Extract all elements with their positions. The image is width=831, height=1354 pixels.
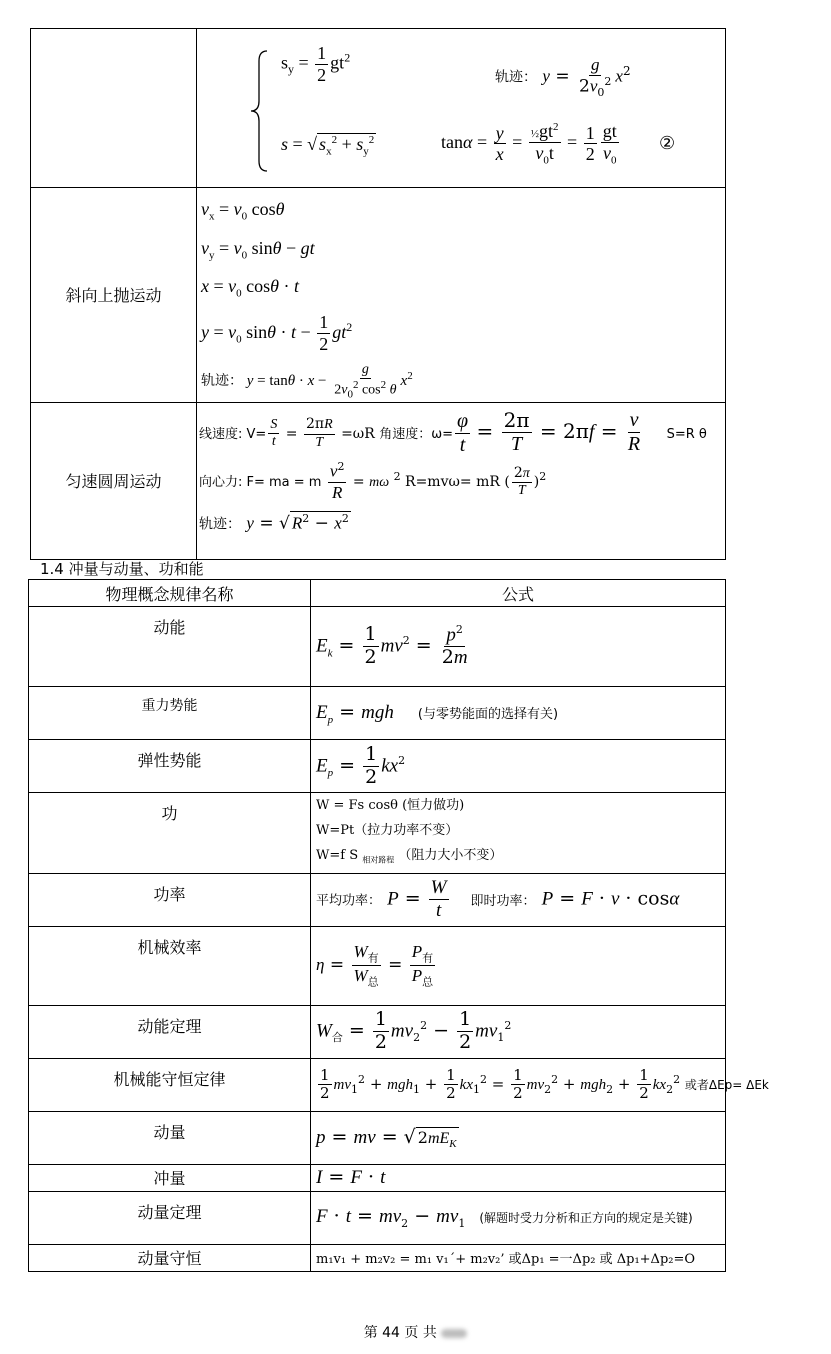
formula-cell: m₁v₁ + m₂v₂ = m₁ v₁´+ m₂v₂’ 或Δp₁ =一Δp₂ 或 Δp₁+Δp₂=O — [311, 1244, 726, 1271]
trajectory-label: 轨迹： — [199, 516, 241, 533]
instant-power-label: 即时功率： — [470, 893, 536, 909]
linear-speed-label: 线速度: V= — [199, 426, 267, 442]
formula-cell: $W_合$ = $\frac{1}{2}$ $mv_2^2$ − $\frac{1}{2}$ $mv_1^2$ — [311, 1005, 726, 1058]
table-row — [29, 1058, 726, 1111]
work-formula-1: W = Fs cosθ (恒力做功) — [316, 798, 465, 813]
blurred-total — [441, 1329, 467, 1338]
formula-cell: 线速度: V= $\frac{S}{t}$ = $\frac{2\pi R}{T}$ =ωR 角速度：ω= $\frac{\varphi}{t}$ = $\frac{2\pi}{T}$ = 2πf = $\frac{v}{R}$ S=R θ 向心力: F= ma = m $\frac{v^2}{R}$ = mω $^2$ R=mvω= mR ( $\frac{2\pi}{T}$ )$^2$ 轨迹： y = √ $R^2 - x^2$ — [197, 402, 726, 559]
header-formula: 公式 — [311, 580, 726, 607]
table-row — [29, 687, 726, 740]
concept-name: 功 — [29, 793, 311, 874]
table-row — [29, 1191, 726, 1244]
concept-name: 动能定理 — [29, 1005, 311, 1058]
formula-cell: $s_y$ = $\frac{1}{2}$ $gt^2$ 轨迹： y = $\frac{g}{2v_0^2}$ $x^2$ s = √ $s_x^2 + s_y^2$ tanα = $\frac{y}{x}$ = $\frac{\frac{1}{2}gt^2}{v_0t}$ = $\frac{1}{2}$ $\frac{gt}{v_0}$ ② — [197, 29, 726, 188]
formula-cell: $F \cdot t = mv_2 - mv_1$ (解题时受力分析和正方向的规定是关键) — [311, 1191, 726, 1244]
formula-cell: $\frac{1}{2}$ $mv_1^2 + mgh_1$ + $\frac{1}{2}$ $kx_1^2$ = $\frac{1}{2}$ $mv_2^2 + mgh_2$ + $\frac{1}{2}$ $kx_2^2$ 或者ΔEp= ΔEk — [311, 1058, 726, 1111]
header-name: 物理概念规律名称 — [29, 580, 311, 607]
table-row — [29, 1111, 726, 1164]
concept-name: 动量 — [29, 1111, 311, 1164]
formula-cell: η = $\frac{W_有}{W_总}$ = $\frac{P_有}{P_总}$ — [311, 926, 726, 1005]
energy-momentum-table — [28, 579, 769, 1272]
work-formula-3: （阻力大小不变） — [398, 848, 503, 863]
row-label: 匀速圆周运动 — [31, 402, 197, 559]
concept-name: 重力势能 — [29, 687, 311, 740]
concept-name: 动能 — [29, 607, 311, 687]
work-formula-2: W=Pt（拉力功率不变） — [316, 823, 459, 838]
page-footer — [0, 1322, 831, 1342]
formula-cell: $E_p$ = mgh (与零势能面的选择有关) — [311, 687, 726, 740]
formula-cell: W = Fs cosθ (恒力做功) W=Pt（拉力功率不变） W=f S $_{相对路程}$ （阻力大小不变） — [311, 793, 726, 874]
average-power-label: 平均功率： — [316, 893, 382, 909]
work-subscript: 相对路程 — [362, 855, 395, 865]
angular-speed-label: 角速度：ω= — [379, 426, 453, 442]
concept-name: 动量守恒 — [29, 1244, 311, 1271]
empty-cell — [31, 29, 197, 188]
trajectory-label: 轨迹： — [495, 69, 537, 86]
concept-name: 机械能守恒定律 — [29, 1058, 311, 1111]
table-row — [29, 1005, 726, 1058]
formula-cell: $v_x = v_0$ cosθ $v_y = v_0$ sinθ − gt $x = v_0$ cosθ · t $y = v_0$ sinθ · t − $\frac{1}{2}$ $gt^2$ 轨迹： y = tanθ · x − $\frac{g}{2v_0^2 \cos^2 \theta}$ $x^2$ — [197, 188, 726, 403]
note: (与零势能面的选择有关) — [417, 706, 559, 722]
table-row — [31, 29, 726, 188]
table-row — [29, 926, 726, 1005]
concept-name: 机械效率 — [29, 926, 311, 1005]
table-row — [29, 740, 726, 793]
table-header — [29, 580, 726, 607]
circled-number: ② — [659, 133, 676, 154]
concept-name: 功率 — [29, 873, 311, 926]
table-row — [29, 793, 726, 874]
table-row — [29, 1164, 726, 1191]
formula-cell: p = mv = √ $2mE_K$ — [311, 1111, 726, 1164]
formula-cell: 平均功率： P = $\frac{W}{t}$ 即时功率： P = F · v · cosα — [311, 873, 726, 926]
formula-cell: $E_p$ = $\frac{1}{2}$ $kx^2$ — [311, 740, 726, 793]
centripetal-label: 向心力: F= ma = m — [199, 474, 322, 490]
concept-name: 动量定理 — [29, 1191, 311, 1244]
arc-length-formula: S=R θ — [666, 426, 707, 442]
table-row — [31, 188, 726, 403]
note: (解题时受力分析和正方向的规定是关键) — [479, 1211, 693, 1226]
table-row — [29, 1244, 726, 1271]
energy-note: 或者ΔEp= ΔEk — [684, 1077, 769, 1092]
concept-name: 冲量 — [29, 1164, 311, 1191]
row-label: 斜向上抛运动 — [31, 188, 197, 403]
left-brace-icon — [249, 49, 269, 173]
formula-cell: I = F · t — [311, 1164, 726, 1191]
section-title: 1.4 冲量与动量、功和能 — [40, 560, 204, 578]
trajectory-label: 轨迹： — [201, 373, 243, 390]
concept-name: 弹性势能 — [29, 740, 311, 793]
table-row — [29, 873, 726, 926]
formula-cell: $E_k$ = $\frac{1}{2}$ $mv^2$ = $\frac{p^2}{2m}$ — [311, 607, 726, 687]
table-row — [31, 402, 726, 559]
table-row — [29, 607, 726, 687]
page-number: 第 44 页 共 — [363, 1325, 437, 1341]
motion-table — [30, 28, 726, 560]
